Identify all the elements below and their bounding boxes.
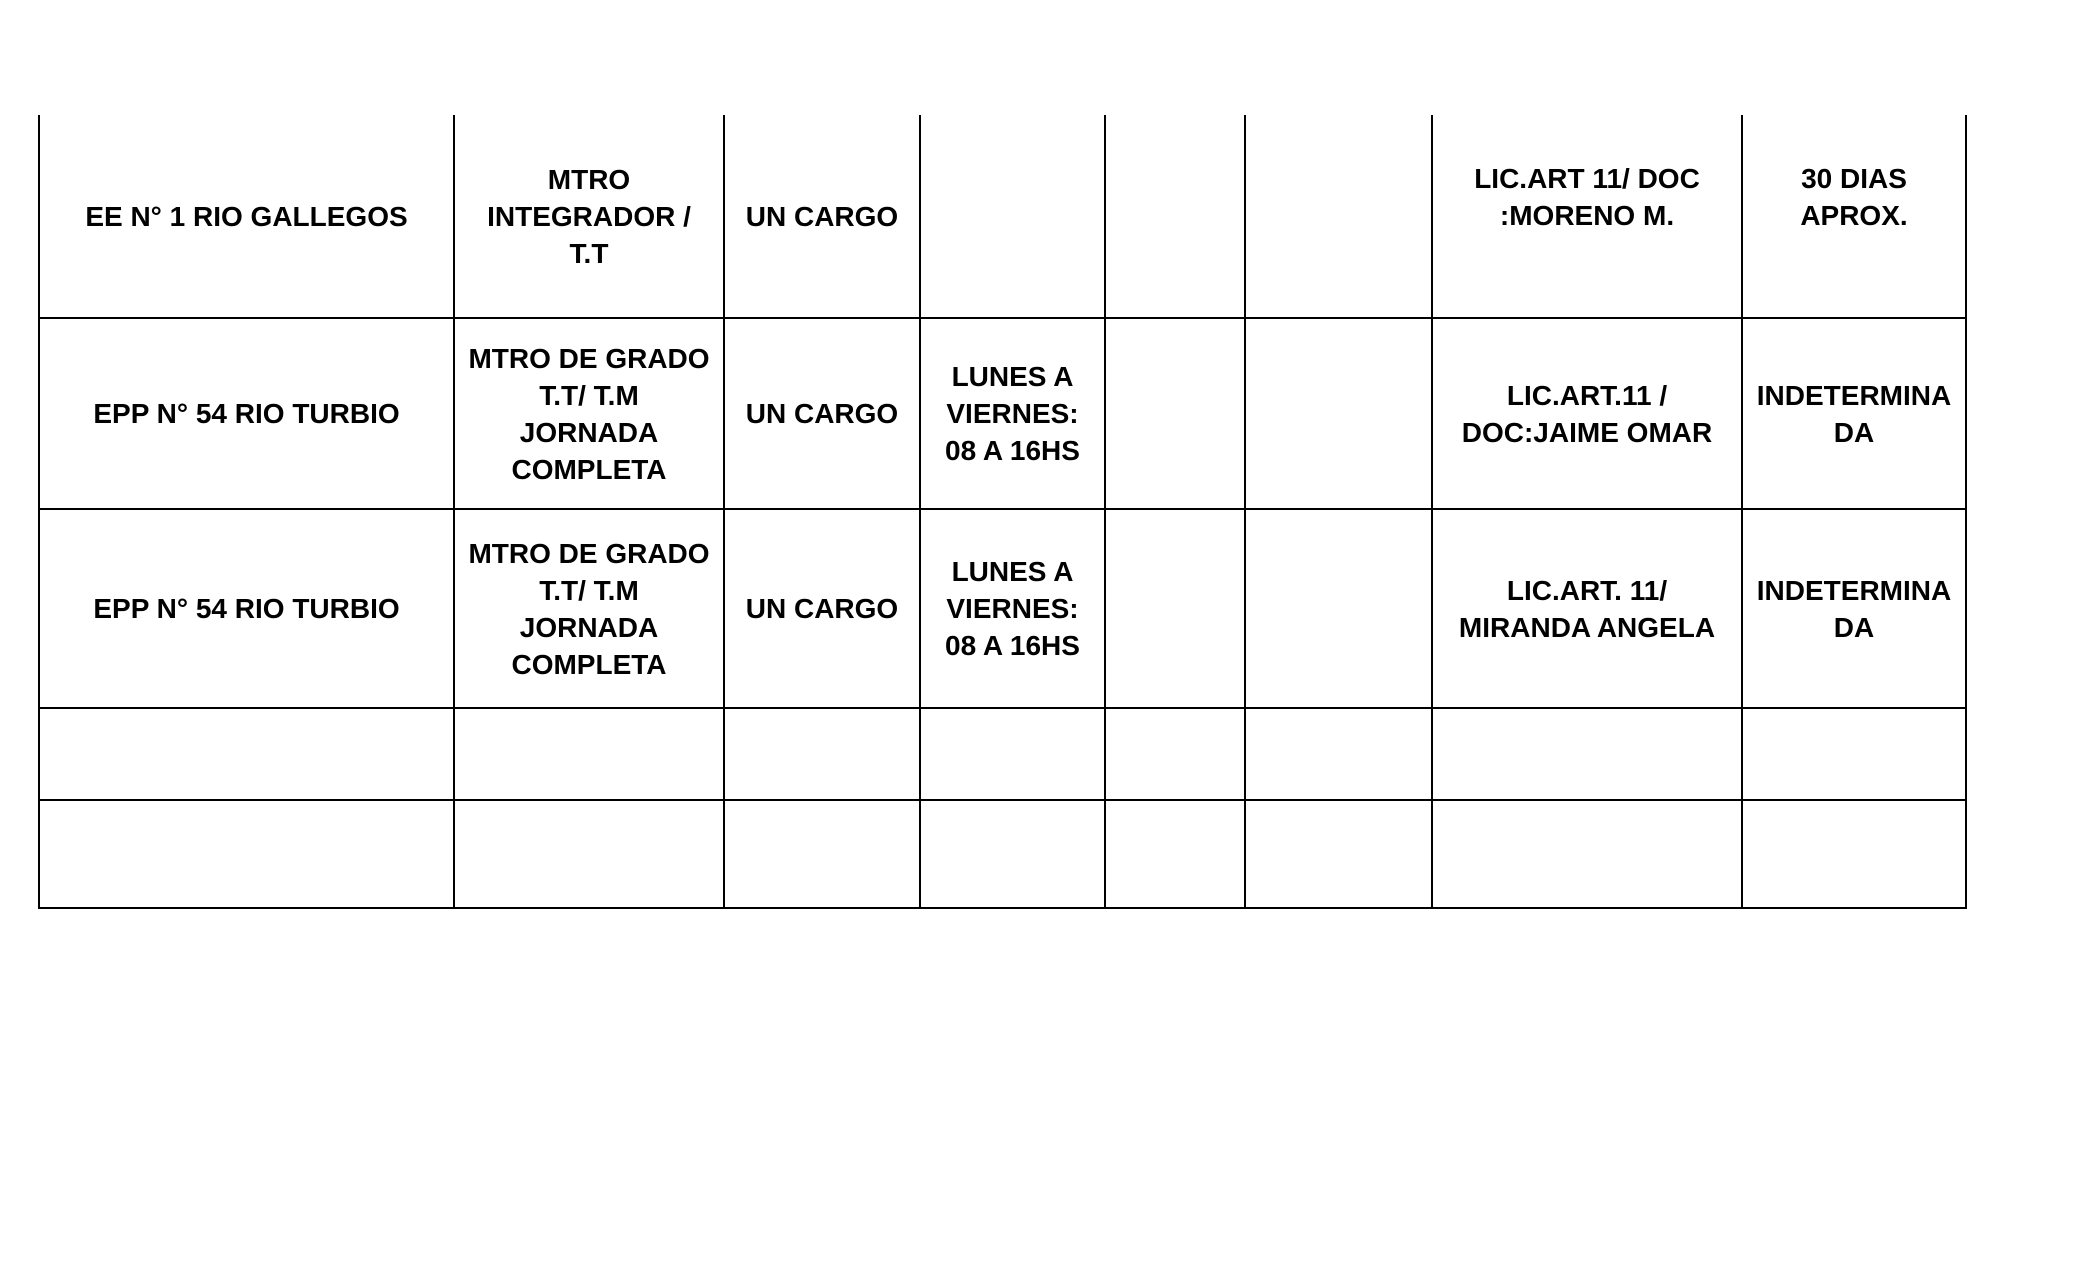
position-cell: MTRO INTEGRADOR / T.T bbox=[454, 115, 724, 318]
empty-cell bbox=[1245, 509, 1432, 708]
duration-cell: INDETERMINA DA bbox=[1742, 318, 1966, 509]
empty-cell bbox=[1432, 800, 1742, 908]
empty-cell bbox=[1105, 509, 1245, 708]
empty-cell bbox=[1245, 318, 1432, 509]
quantity-cell: UN CARGO bbox=[724, 509, 920, 708]
reason-cell: LIC.ART 11/ DOC :MORENO M. bbox=[1432, 115, 1742, 318]
empty-cell bbox=[1105, 800, 1245, 908]
schedule-cell: LUNES A VIERNES: 08 A 16HS bbox=[920, 318, 1105, 509]
table-row bbox=[39, 800, 1966, 908]
vacancy-table bbox=[38, 115, 1967, 909]
empty-cell bbox=[724, 708, 920, 800]
duration-cell: INDETERMINA DA bbox=[1742, 509, 1966, 708]
position-cell: MTRO DE GRADO T.T/ T.M JORNADA COMPLETA bbox=[454, 509, 724, 708]
table-row bbox=[39, 708, 1966, 800]
table-row bbox=[39, 115, 1966, 318]
empty-cell bbox=[39, 708, 454, 800]
reason-cell: LIC.ART.11 / DOC:JAIME OMAR bbox=[1432, 318, 1742, 509]
school-cell: EPP N° 54 RIO TURBIO bbox=[39, 318, 454, 509]
empty-cell bbox=[724, 800, 920, 908]
empty-cell bbox=[920, 708, 1105, 800]
empty-cell bbox=[1245, 800, 1432, 908]
table-row bbox=[39, 509, 1966, 708]
empty-cell bbox=[1742, 800, 1966, 908]
quantity-cell: UN CARGO bbox=[724, 318, 920, 509]
empty-cell bbox=[920, 800, 1105, 908]
duration-cell: 30 DIAS APROX. bbox=[1742, 115, 1966, 318]
empty-cell bbox=[1432, 708, 1742, 800]
position-cell: MTRO DE GRADO T.T/ T.M JORNADA COMPLETA bbox=[454, 318, 724, 509]
table-row bbox=[39, 318, 1966, 509]
quantity-cell: UN CARGO bbox=[724, 115, 920, 318]
school-cell: EE N° 1 RIO GALLEGOS bbox=[39, 115, 454, 318]
empty-cell bbox=[1742, 708, 1966, 800]
empty-cell bbox=[1105, 318, 1245, 509]
empty-cell bbox=[454, 708, 724, 800]
empty-cell bbox=[1105, 115, 1245, 318]
empty-cell bbox=[1245, 708, 1432, 800]
empty-cell bbox=[454, 800, 724, 908]
empty-cell bbox=[1245, 115, 1432, 318]
empty-cell bbox=[39, 800, 454, 908]
schedule-cell: LUNES A VIERNES: 08 A 16HS bbox=[920, 509, 1105, 708]
empty-cell bbox=[1105, 708, 1245, 800]
school-cell: EPP N° 54 RIO TURBIO bbox=[39, 509, 454, 708]
reason-cell: LIC.ART. 11/ MIRANDA ANGELA bbox=[1432, 509, 1742, 708]
schedule-cell bbox=[920, 115, 1105, 318]
